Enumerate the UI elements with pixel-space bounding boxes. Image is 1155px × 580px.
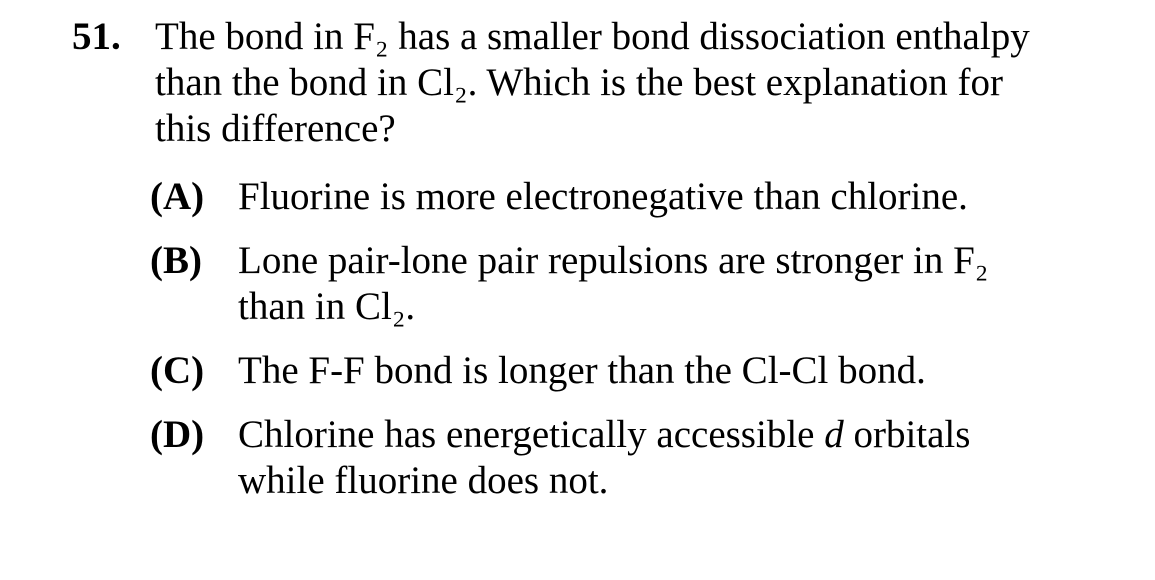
choice-text-line [238, 412, 1118, 458]
question-block [72, 14, 1132, 522]
choice-b[interactable] [150, 238, 1132, 330]
choice-letter: (B) [150, 239, 202, 282]
choice-text-line: The F-F bond is longer than the Cl-Cl bond. [238, 349, 926, 392]
choice-text-segment: orbitals [843, 413, 971, 456]
choice-text [238, 412, 1118, 504]
question-stem-line: this difference? [155, 107, 396, 150]
question-stem-line: than the bond in Cl₂. Which is the best explanation for [155, 61, 1003, 104]
choice-a[interactable] [150, 174, 1132, 220]
choice-text-line: Fluorine is more electronegative than chlorine. [238, 175, 968, 218]
choice-text-line: than in Cl₂. [238, 285, 416, 328]
italic-d-term: d [824, 413, 844, 456]
question-stem [155, 14, 1115, 152]
choice-c[interactable] [150, 348, 1132, 394]
question-stem-line: The bond in F₂ has a smaller bond dissociation enthalpy [155, 15, 1030, 58]
answer-choices [150, 174, 1132, 504]
question-number: 51. [72, 15, 121, 58]
choice-text [238, 174, 1118, 220]
choice-d[interactable] [150, 412, 1132, 504]
choice-text-line: Lone pair-lone pair repulsions are stronger in F₂ [238, 239, 989, 282]
choice-letter: (C) [150, 349, 205, 392]
choice-text [238, 238, 1118, 330]
choice-text-segment: Chlorine has energetically accessible [238, 413, 825, 456]
choice-letter: (A) [150, 175, 205, 218]
choice-text [238, 348, 1118, 394]
choice-letter: (D) [150, 413, 205, 456]
choice-text-line: while fluorine does not. [238, 459, 609, 502]
question-stem-row [72, 14, 1132, 152]
